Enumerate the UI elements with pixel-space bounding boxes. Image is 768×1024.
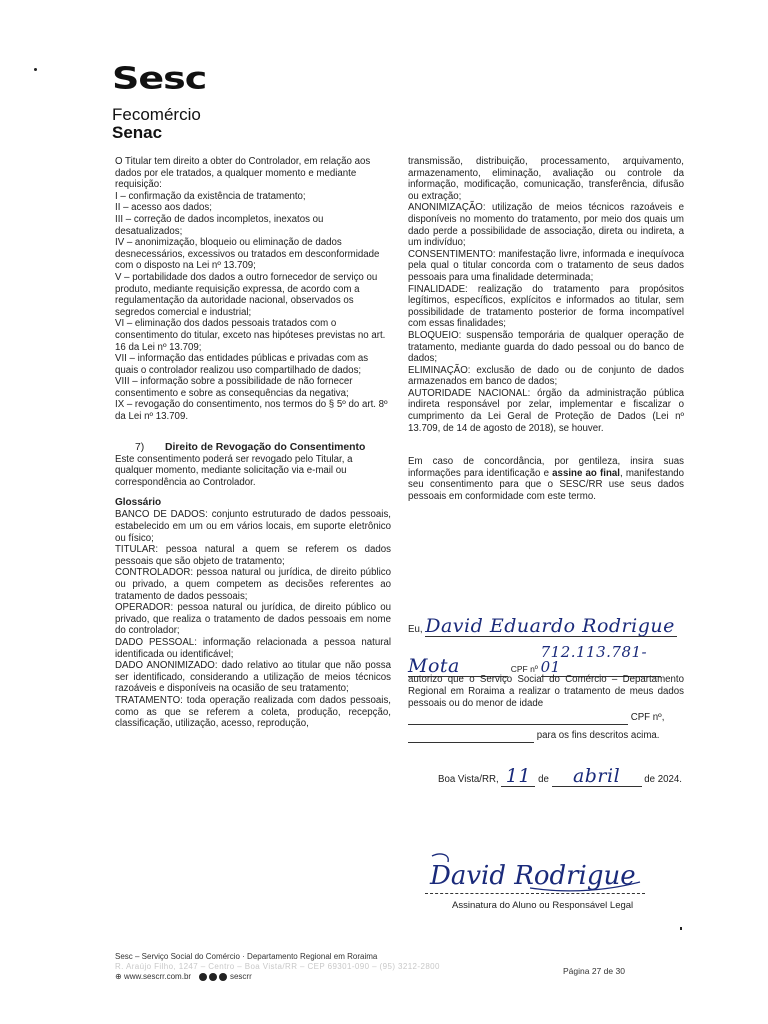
right-column: [408, 156, 684, 503]
de-label: de: [538, 774, 549, 785]
cpf-handwritten: 712.113.781-01: [540, 643, 648, 676]
page-number: Página 27 de 30: [563, 966, 625, 976]
cpf-label: CPF nº: [510, 664, 538, 674]
logo-sesc: Sesc: [112, 60, 207, 96]
signature-caption: Assinatura do Aluno ou Responsável Legal: [452, 900, 634, 911]
glossary-entry: AUTORIDADE NACIONAL: órgão da administração pública indireta responsável por zelar, implementar e fiscalizar o cumprimento da Lei Geral de Proteção de Dados (Lei nº 13.709, de 14 de agosto de 2018), se houver.: [408, 387, 684, 434]
rights-item: I – confirmação da existência de tratamento;: [115, 190, 306, 202]
rights-item: V – portabilidade dos dados a outro fornecedor de serviço ou produto, mediante requisição expressa, de acordo com a regulamentação da autoridade nacional, observados os segredos comercial e industrial;: [115, 271, 378, 318]
name-handwritten: David Eduardo Rodrigue: [425, 615, 675, 637]
consent-instruction: [408, 456, 684, 502]
glossary-title: Glossário: [115, 497, 162, 509]
cpf-label-2: CPF nº,: [630, 712, 665, 723]
day-handwritten: 11: [505, 765, 531, 787]
social-handle[interactable]: sescrr: [229, 972, 252, 981]
date-line: [438, 765, 688, 787]
signature-line: [425, 893, 645, 894]
glossary-entry: ANONIMIZAÇÃO: utilização de meios técnicos razoáveis e disponíveis no momento do tratamento, por meio dos quais um dado perde a possibilidade de associação, direta ou indireta, a um indivíduo;: [408, 202, 684, 249]
glossary-entry: CONSENTIMENTO: manifestação livre, informada e inequívoca pela qual o titular concorda com o tratamento de seus dados pessoais para uma finalidade determinada;: [408, 248, 684, 283]
sesc-fecomercio-senac-logo: [112, 60, 242, 142]
handwritten-signature: [420, 848, 650, 898]
purposes-line: [408, 730, 684, 743]
globe-icon: ⊕: [115, 972, 122, 981]
month-field[interactable]: [552, 765, 642, 787]
rights-item: VI – eliminação dos dados pessoais tratados com o consentimento do titular, exceto nas hipóteses previstas no art. 16 da Lei nº 13.709;: [115, 318, 386, 353]
consent-prefix: Em caso de concordância, por gentileza, insira suas informações para identificação e: [408, 456, 684, 479]
scan-speck: [34, 68, 37, 71]
authorization-text: autorizo que o Serviço Social do Comércio – Departamento Regional em Roraima a realizar o tratamento de meus dados pessoais ou do menor de idade: [408, 674, 684, 709]
day-field[interactable]: [501, 765, 535, 787]
facebook-icon[interactable]: [199, 973, 207, 981]
signature-text: David Rodrigue: [430, 861, 636, 891]
footer-links: [115, 972, 440, 982]
month-handwritten: abril: [572, 765, 621, 787]
glossary-entry: BLOQUEIO: suspensão temporária de qualquer operação de tratamento, mediante guarda do dado pessoal ou do banco de dados;: [408, 329, 684, 365]
left-column: [115, 156, 391, 730]
eu-label: Eu,: [408, 624, 423, 635]
section-heading: [115, 441, 391, 454]
city-label: Boa Vista/RR,: [438, 774, 499, 785]
page-footer: [115, 952, 440, 982]
scan-speck: [680, 927, 682, 930]
year-label: de 2024.: [644, 774, 682, 785]
consent-bold: assine ao final: [552, 467, 620, 479]
glossary-entry: DADO ANONIMIZADO: dado relativo ao titular que não possa ser identificado, considerando a utilização de meios técnicos razoáveis e disponíveis na ocasião de seu tratamento;: [115, 660, 391, 695]
name-line-2: [408, 643, 684, 677]
instagram-icon[interactable]: [209, 973, 217, 981]
name-field[interactable]: [425, 615, 677, 637]
glossary-entry: CONTROLADOR: pessoa natural ou jurídica, de direito público ou privado, a quem competem as decisões referentes ao tratamento de dados pessoais;: [115, 567, 391, 602]
rights-item: IX – revogação do consentimento, nos termos do § 5º do art. 8º da Lei nº 13.709.: [115, 399, 388, 423]
rights-item: VIII – informação sobre a possibilidade de não fornecer consentimento e sobre as consequências da negativa;: [115, 376, 353, 399]
glossary-continuation: transmissão, distribuição, processamento, arquivamento, armazenamento, eliminação, avaliação ou controle da informação, modificação, comunicação, transferência, difusão ou extração;: [408, 156, 684, 202]
section-title: Direito de Revogação do Consentimento: [165, 441, 366, 453]
consent-suffix: , manifestando seu consentimento para que o SESC/RR use seus dados pessoais em conformidade com este termo.: [408, 467, 685, 503]
footer-address-line: R. Araújo Filho, 1247 – Centro – Boa Vista/RR – CEP 69301-090 – (95) 3212-2800: [115, 962, 440, 971]
rights-item: VII – informação das entidades públicas e privadas com as quais o controlador realizou uso compartilhado de dados;: [115, 353, 369, 376]
glossary-entry: BANCO DE DADOS: conjunto estruturado de dados pessoais, estabelecido em um ou em vários locais, em suporte eletrônico ou físico;: [115, 509, 391, 544]
rights-item: III – correção de dados incompletos, inexatos ou desatualizados;: [115, 213, 324, 237]
cpf-field[interactable]: [540, 643, 661, 677]
glossary-entry: ELIMINAÇÃO: exclusão de dado ou de conjunto de dados armazenados em banco de dados;: [408, 364, 684, 388]
glossary-entry: FINALIDADE: realização do tratamento para propósitos legítimos, específicos, explícitos e informados ao titular, sem possibilidade de tratamento posterior de forma incompatível com essas finalidades;: [408, 283, 684, 330]
glossary-entry: OPERADOR: pessoa natural ou jurídica, de direito público ou privado, que realiza o tratamento de dados pessoais em nome do controlador;: [115, 602, 391, 637]
logo-fecomercio: Fecomércio: [112, 105, 201, 124]
minor-cpf-field[interactable]: [408, 730, 534, 743]
section-number: 7): [135, 441, 145, 453]
logo-senac: Senac: [112, 123, 163, 142]
youtube-icon[interactable]: [219, 973, 227, 981]
glossary-entry: TRATAMENTO: toda operação realizada com dados pessoais, como as que se referem a coleta, produção, recepção, classificação, utilização, acesso, reprodução,: [115, 694, 391, 730]
footer-org-line: Sesc – Serviço Social do Comércio · Departamento Regional em Roraima: [115, 952, 378, 961]
rights-item: IV – anonimização, bloqueio ou eliminação de dados desnecessários, excessivos ou tratados em desconformidade com o disposto na Lei nº 13.709;: [115, 237, 380, 272]
rights-item: II – acesso aos dados;: [115, 202, 212, 214]
rights-intro: O Titular tem direito a obter do Controlador, em relação aos dados por ele tratados, a qualquer momento e mediante requisição:: [115, 156, 371, 191]
minor-cpf-line: [408, 712, 684, 725]
website-link[interactable]: www.sescrr.com.br: [123, 972, 192, 981]
purposes-text: para os fins descritos acima.: [536, 730, 660, 741]
glossary-entry: DADO PESSOAL: informação relacionada a pessoa natural identificada ou identificável;: [115, 636, 391, 660]
section-text: Este consentimento poderá ser revogado pelo Titular, a qualquer momento, mediante solicitação via e-mail ou correspondência ao Controlador.: [115, 453, 353, 488]
minor-name-field[interactable]: [408, 712, 628, 725]
name-line-1: [408, 615, 684, 637]
surname-handwritten: Mota: [408, 655, 460, 677]
glossary-entry: TITULAR: pessoa natural a quem se referem os dados pessoais que são objeto de tratamento;: [115, 544, 391, 567]
